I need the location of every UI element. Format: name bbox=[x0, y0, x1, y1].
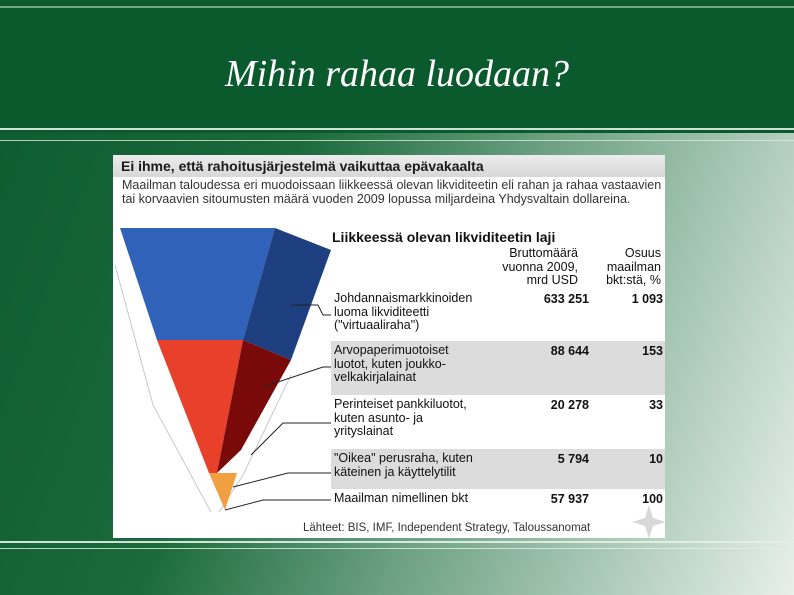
bottom-rule bbox=[0, 541, 794, 543]
top-rule bbox=[0, 6, 794, 8]
row-share: 153 bbox=[642, 344, 663, 358]
row-share: 10 bbox=[649, 452, 663, 466]
leader-line-bank-loans bbox=[251, 423, 331, 455]
leader-line-cash bbox=[233, 473, 331, 487]
row-label: Johdannaismarkkinoiden luoma likviditeetti ("virtuaaliraha") bbox=[334, 291, 473, 332]
title-underline-secondary bbox=[0, 140, 794, 141]
bottom-rule-secondary bbox=[0, 548, 794, 549]
title-underline bbox=[0, 128, 794, 130]
infographic-description: Maailman taloudessa eri muodoissaan liikkeessä olevan likviditeetin eli rahan ja rahaa vastaavien tai korvaavien sitoumusten määrä vuoden 2009 lopussa miljardeina Yhdysvaltain dollareina. bbox=[122, 178, 662, 206]
table-heading: Liikkeessä olevan likviditeetin laji bbox=[332, 229, 556, 245]
slide-title: Mihin rahaa luodaan? bbox=[224, 53, 570, 95]
row-label: Maailman nimellinen bkt bbox=[334, 491, 469, 505]
infographic-heading: Ei ihme, että rahoitusjärjestelmä vaikuttaa epävakaalta bbox=[121, 158, 484, 174]
row-amount: 88 644 bbox=[550, 344, 589, 358]
table-row bbox=[331, 341, 665, 395]
column-header-share: Osuus maailman bkt:stä, % bbox=[606, 246, 661, 287]
row-share: 100 bbox=[642, 492, 663, 506]
table-row bbox=[331, 395, 665, 449]
table-row bbox=[331, 489, 665, 515]
row-share: 1 093 bbox=[631, 292, 663, 306]
leader-line-gdp bbox=[225, 500, 331, 510]
row-amount: 633 251 bbox=[543, 292, 589, 306]
table-row bbox=[331, 449, 665, 489]
source-note: Lähteet: BIS, IMF, Independent Strategy, Taloussanomat bbox=[303, 522, 591, 534]
liquidity-infographic bbox=[113, 155, 665, 538]
row-label: Arvopaperimuotoiset luotot, kuten joukko- velkakirjalainat bbox=[334, 343, 449, 384]
column-header-amount: Bruttomäärä vuonna 2009, mrd USD bbox=[502, 246, 578, 287]
row-amount: 5 794 bbox=[557, 452, 589, 466]
row-amount: 20 278 bbox=[550, 398, 589, 412]
row-share: 33 bbox=[649, 398, 663, 412]
row-label: Perinteiset pankkiluotot, kuten asunto- ja yrityslainat bbox=[334, 397, 467, 438]
row-label: "Oikea" perusraha, kuten käteinen ja käyttelytilit bbox=[334, 451, 473, 479]
table-row bbox=[331, 289, 665, 341]
row-amount: 57 937 bbox=[550, 492, 589, 506]
